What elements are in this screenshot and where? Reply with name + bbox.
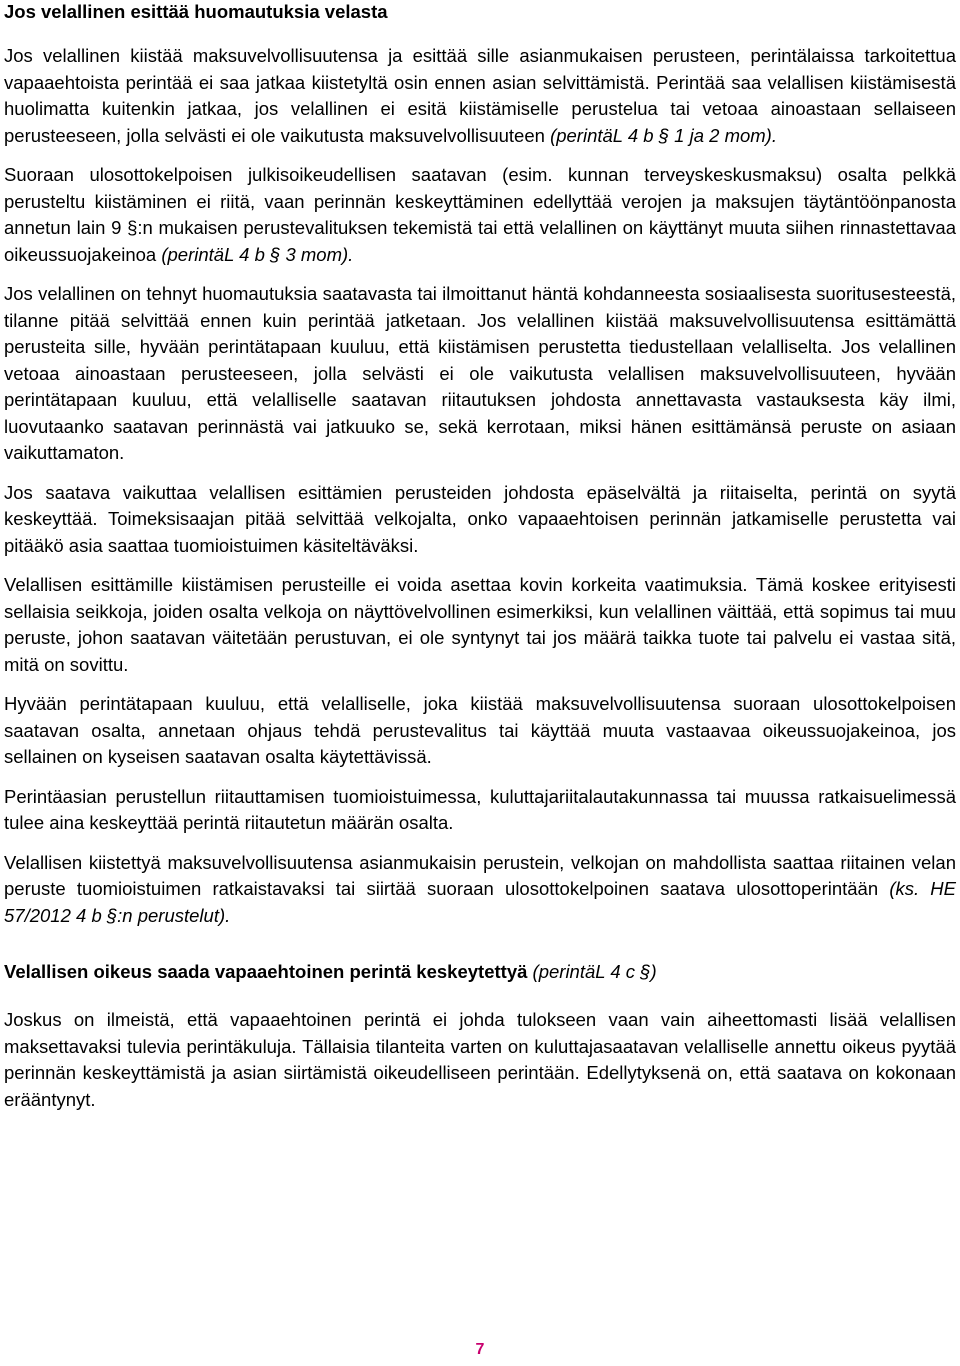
section-heading: Jos velallinen esittää huomautuksia velasta [4, 1, 388, 22]
paragraph-ohjaus: Hyvään perintätapaan kuuluu, että velalliselle, joka kiistää maksuvelvollisuutensa suoraan ulosottokelpoisen saatavan osalta, annetaan ohjaus tehdä perustevalitus tai käyttää muuta vastaavaa oikeussuojakeinoa, jos sellainen on kyseisen saatavan osalta käytettävissä. [4, 693, 956, 767]
paragraph-riitauttaminen: Perintäasian perustellun riitauttamisen tuomioistuimessa, kuluttajariitalautakunnassa tai muussa ratkaisuelimessä tulee aina keskeyttää perintä riitautetun määrän osalta. [4, 785, 956, 833]
paragraph-text: Velallisen kiistettyä maksuvelvollisuutensa asianmukaisin perustein, velkojan on mahdollista saattaa riitainen velan peruste tuomioistuimen ratkaistavaksi tai siirtää suoraan ulosottokelpoinen saatava ulosottoperintään [4, 851, 956, 899]
law-reference: (perintäL 4 c §) [532, 961, 657, 982]
paragraph-velkojan-toimet [4, 850, 956, 930]
paragraph-text: Jos velallinen kiistää maksuvelvollisuutensa ja esittää sille asianmukaisen perusteen, perintälaissa tarkoitettua vapaaehtoista perintää ei saa jatkaa kiistetyltä osin ennen asian selvittämistä. Perintää saa velallisen kiistämisestä huolimatta kuitenkin jatkaa, jos velallinen ei esitä kiistämiselle perustelua tai vetoaa ainoastaan sellaiseen perusteeseen, jolla selvästi ei ole vaikutusta maksuvelvollisuuteen [4, 45, 956, 146]
law-reference: (ks. HE 57/2012 4 b §:n perustelut). [4, 878, 957, 926]
law-reference: (perintäL 4 b § 3 mom). [161, 243, 354, 265]
subsection-heading [4, 959, 956, 985]
document-body [4, 0, 956, 1126]
paragraph-kiistaminen [4, 43, 956, 149]
paragraph-julkisoikeudellinen [4, 162, 956, 268]
paragraph-huomautukset: Jos velallinen on tehnyt huomautuksia saatavasta tai ilmoittanut häntä kohdanneesta sosiaalisesta suoritusesteestä, tilanne pitää selvittää ennen kuin perintää jatketaan. Jos velallinen kiistää maksuvelvollisuutensa esittämättä perusteita sille, hyvään perintätapaan kuuluu, että kiistämisen perustetta tiedustellaan velalliselta. Jos velallinen vetoaa ainoastaan perusteeseen, jolla selvästi ei ole vaikutusta velallisen maksuvelvollisuuteen, hyvään perintätapaan kuuluu, että velalliselle saatavan riitautuksen johdosta annettavasta vastauksesta käy ilmi, luovutaanko saatavan perinnästä vai jatkuuko se, sekä kerrotaan, miksi hänen esittämänsä peruste on asiaan vaikuttamaton. [4, 283, 956, 463]
paragraph-keskeytys: Joskus on ilmeistä, että vapaaehtoinen perintä ei johda tulokseen vaan vain aiheettomasti lisää velallisen maksettavaksi tulevia perintäkuluja. Tällaisia tilanteita varten on kuluttajasaatavan velalliselle annettu oikeus pyytää perinnän keskeyttämistä ja asian siirtämistä oikeudelliseen perintään. Edellytyksenä on, että saatava on kokonaan erääntynyt. [4, 1009, 956, 1110]
law-reference: (perintäL 4 b § 1 ja 2 mom). [550, 124, 777, 146]
subsection-title: Velallisen oikeus saada vapaaehtoinen perintä keskeytettyä [4, 961, 528, 982]
page-number: 7 [475, 1341, 485, 1358]
paragraph-epaselva-saatava: Jos saatava vaikuttaa velallisen esittämien perusteiden johdosta epäselvältä ja riitaiselta, perintä on syytä keskeyttää. Toimeksisaajan pitää selvittää velkojalta, onko vapaaehtoisen perinnän jatkamiselle perustetta vai pitääkö asia saattaa tuomioistuimen käsiteltäväksi. [4, 481, 956, 556]
paragraph-text: Suoraan ulosottokelpoisen julkisoikeudellisen saatavan (esim. kunnan terveyskeskusmaksu) osalta pelkkä perusteltu kiistäminen ei riitä, vaan perinnän keskeyttäminen edellyttää verojen ja maksujen täytäntöönpanosta annetun lain 9 §:n mukaisen perustevalituksen tekemistä tai että velallinen on käyttänyt muuta siihen rinnastettavaa oikeussuojakeinoa [4, 164, 956, 265]
paragraph-vaatimukset: Velallisen esittämille kiistämisen perusteille ei voida asettaa kovin korkeita vaatimuksia. Tämä koskee erityisesti sellaisia seikkoja, joiden osalta velkoja on näyttövelvollinen esimerkiksi, kun velallinen väittää, että sopimus tai muu peruste, johon saatavan väitetään perustuvan, ei ole syntynyt tai jos määrä taikka tuote tai palvelu ei vastaa sitä, mitä on sovittu. [4, 574, 956, 675]
